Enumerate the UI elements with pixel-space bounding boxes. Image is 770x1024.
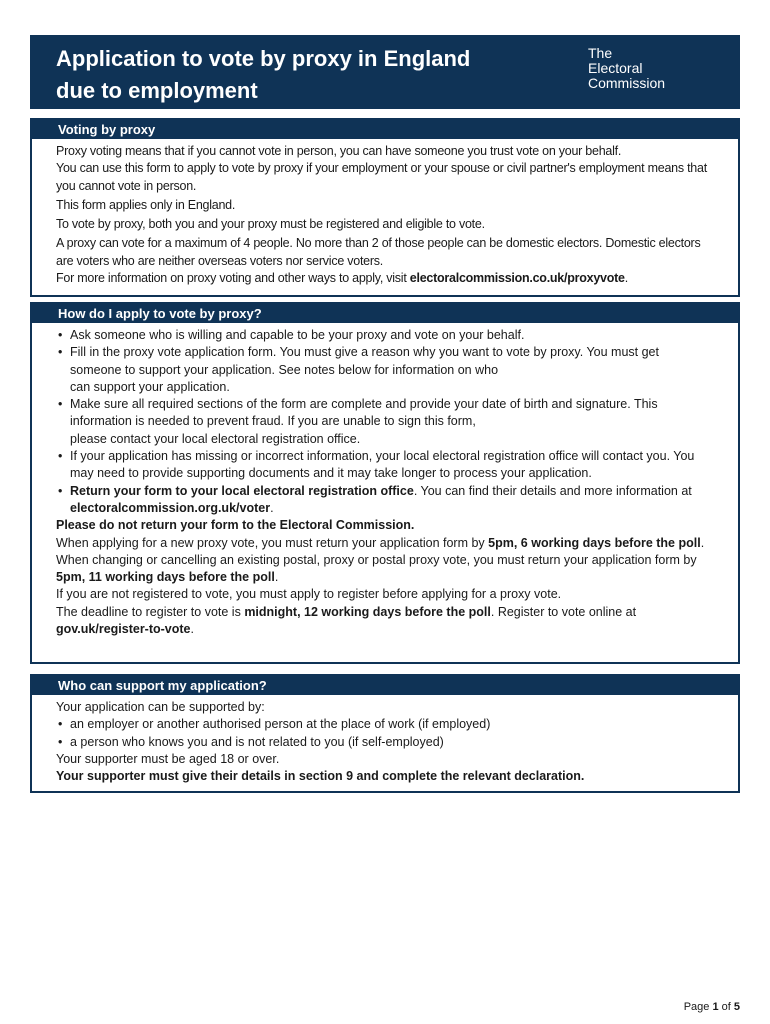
section-heading: How do I apply to vote by proxy? — [32, 304, 738, 323]
text: • Fill in the proxy vote application form. You must give a reason why you want to vote by proxy. You must get someone to support your application. See notes below for information on who — [70, 345, 659, 377]
text: please contact your local electoral registration office. — [70, 431, 361, 446]
page-number — [684, 1001, 740, 1013]
register-link[interactable]: gov.uk/register-to-vote — [56, 622, 191, 637]
bullet-list — [56, 327, 712, 517]
section-how-to-apply — [30, 302, 740, 664]
paragraph: A proxy can vote for a maximum of 4 people. No more than 2 of those people can be domestic electors. Domestic electors are voters who are neither overseas voters nor service voters. — [56, 236, 701, 268]
paragraph: Your supporter must be aged 18 or over. — [56, 751, 280, 766]
text: When changing or cancelling an existing postal, proxy or postal proxy vote, you must return your application form by — [56, 552, 697, 567]
list-item: • an employer or another authorised person at the place of work (if employed) — [56, 716, 712, 733]
bullet-list — [56, 716, 712, 751]
text: can support your application. — [70, 379, 230, 394]
list-item — [56, 483, 712, 518]
text: . You can find their details and more information at — [413, 483, 692, 498]
section-heading: Voting by proxy — [32, 120, 738, 139]
bold-text: 5pm, 11 working days before the poll — [56, 570, 275, 585]
list-item: • If your application has missing or incorrect information, your local electoral registration office will contact you. You may need to provide supporting documents and it may take longer to process your application. — [56, 448, 712, 483]
text: . — [270, 500, 274, 515]
paragraph: To vote by proxy, both you and your proxy must be registered and eligible to vote. — [56, 217, 485, 232]
title-line-1: Application to vote by proxy in England — [56, 46, 471, 71]
voter-link[interactable]: electoralcommission.org.uk/voter — [70, 500, 271, 515]
section-body — [32, 323, 738, 638]
paragraph — [56, 604, 712, 639]
paragraph: If you are not registered to vote, you must apply to register before applying for a proxy vote. — [56, 587, 562, 602]
text: Page — [683, 1001, 713, 1013]
list-item — [56, 396, 712, 448]
text: The deadline to register to vote is — [56, 604, 245, 619]
title-line-2: due to employment — [56, 78, 258, 103]
list-item: • Ask someone who is willing and capable to be your proxy and vote on your behalf. — [56, 327, 712, 344]
text: . Register to vote online at — [490, 604, 637, 619]
section-body — [32, 695, 738, 785]
bold-text: Return your form to your local electoral registration office — [70, 483, 414, 498]
section-voting-by-proxy — [30, 118, 740, 297]
paragraph: Your application can be supported by: — [56, 700, 265, 714]
page-header — [30, 35, 740, 109]
paragraph: This form applies only in England. — [56, 197, 236, 212]
logo-line-2: Electoral — [588, 60, 643, 76]
bold-text: Your supporter must give their details in section 9 and complete the relevant declaration. — [56, 769, 585, 784]
section-body — [32, 139, 738, 287]
section-heading: Who can support my application? — [32, 676, 738, 695]
total-pages: 5 — [733, 1001, 740, 1013]
paragraph — [56, 535, 712, 552]
text: . — [274, 570, 279, 585]
text: For more information on proxy voting and other ways to apply, visit — [56, 271, 410, 286]
paragraph: You can use this form to apply to vote by proxy if your employment or your spouse or civil partner's employment means that you cannot vote in person. — [56, 161, 707, 193]
section-who-can-support — [30, 674, 740, 793]
text: of — [718, 1001, 734, 1013]
electoral-commission-logo — [588, 46, 665, 91]
text: • Make sure all required sections of the form are complete and provide your date of birth and signature. This information is needed to prevent fraud. If you are unable to sign this form, — [70, 397, 658, 429]
paragraph — [56, 768, 712, 785]
list-item: • a person who knows you and is not related to you (if self-employed) — [56, 734, 712, 751]
paragraph: Proxy voting means that if you cannot vote in person, you can have someone you trust vote on your behalf. — [56, 144, 622, 158]
bold-text: 5pm, 6 working days before the poll — [488, 535, 701, 550]
page-title — [56, 43, 470, 107]
text: . — [700, 535, 705, 550]
logo-line-1: The — [588, 45, 613, 61]
list-item — [56, 344, 712, 396]
text: . — [190, 622, 194, 637]
bold-text: midnight, 12 working days before the poll — [244, 604, 491, 619]
paragraph — [56, 552, 712, 587]
proxyvote-link[interactable]: electoralcommission.co.uk/proxyvote — [409, 271, 625, 286]
bold-text: Please do not return your form to the Electoral Commission. — [56, 518, 415, 533]
logo-line-3: Commission — [588, 75, 666, 91]
paragraph — [56, 270, 712, 287]
text: . — [624, 271, 628, 286]
current-page: 1 — [712, 1001, 719, 1013]
text: When applying for a new proxy vote, you must return your application form by — [56, 535, 489, 550]
warning-text — [56, 517, 712, 534]
